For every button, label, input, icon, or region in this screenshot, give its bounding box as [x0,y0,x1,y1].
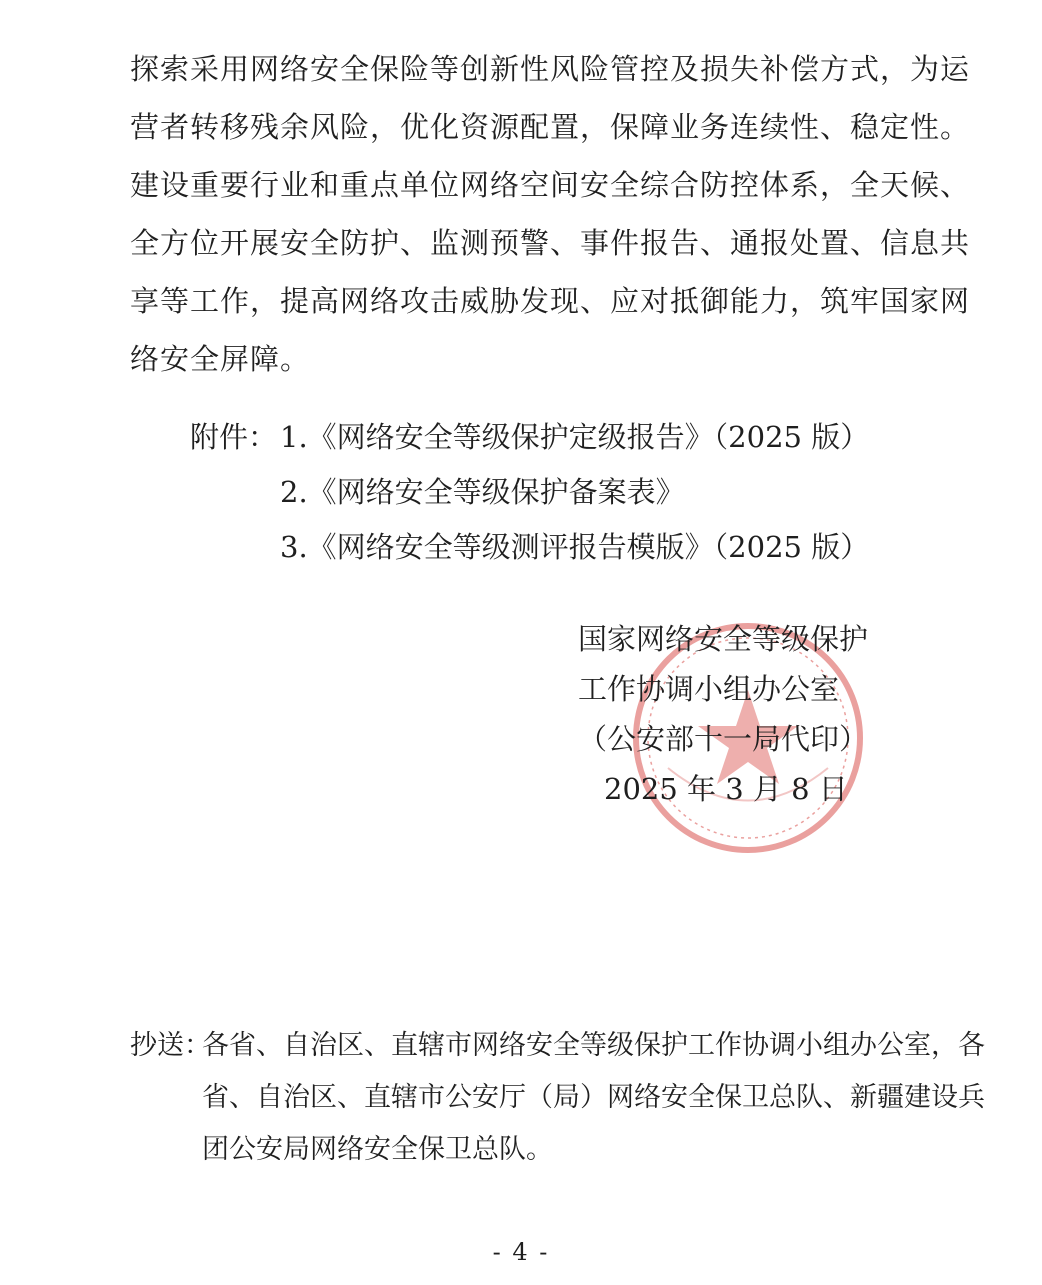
attachment-title: 1.《网络安全等级保护定级报告》（2025 版） [280,420,870,454]
body-paragraph [130,40,971,388]
signature-org-line: （公安部十一局代印） [578,722,869,756]
cc-line [130,1020,985,1072]
attachments-label: 附件： [190,420,278,454]
signature-org-line: 工作协调小组办公室 [578,672,840,706]
body-line: 享等工作，提高网络攻击威胁发现、应对抵御能力，筑牢国家网 [130,284,971,318]
attachments-list [190,410,869,575]
cc-block [130,1020,985,1176]
attachment-item [190,465,869,520]
body-line: 探索采用网络安全保险等创新性风险管控及损失补偿方式，为运 [130,52,971,86]
cc-line [130,1072,985,1124]
signature-date: 2025 年 3 月 8 日 [604,772,848,806]
attachment-item [190,410,869,465]
cc-line [130,1124,960,1176]
body-line: 建设重要行业和重点单位网络空间安全综合防控体系，全天候、 [130,168,971,202]
body-line: 营者转移残余风险，优化资源配置，保障业务连续性、稳定性。 [130,110,971,144]
attachment-item [190,520,869,575]
attachment-title: 3.《网络安全等级测评报告模版》（2025 版） [280,530,870,564]
signature-org-line: 国家网络安全等级保护 [578,622,869,656]
cc-label: 抄送： [130,1030,211,1061]
page-number: - 4 - [492,1238,550,1266]
cc-text: 省、自治区、直辖市公安厅（局）网络安全保卫总队、新疆建设兵 [202,1082,985,1113]
cc-text: 团公安局网络安全保卫总队。 [202,1134,553,1165]
cc-text: 各省、自治区、直辖市网络安全等级保护工作协调小组办公室，各 [202,1030,985,1061]
body-line: 络安全屏障。 [130,342,311,376]
body-line: 全方位开展安全防护、监测预警、事件报告、通报处置、信息共 [130,226,971,260]
signature-block [578,614,868,814]
attachment-title: 2.《网络安全等级保护备案表》 [280,475,685,509]
